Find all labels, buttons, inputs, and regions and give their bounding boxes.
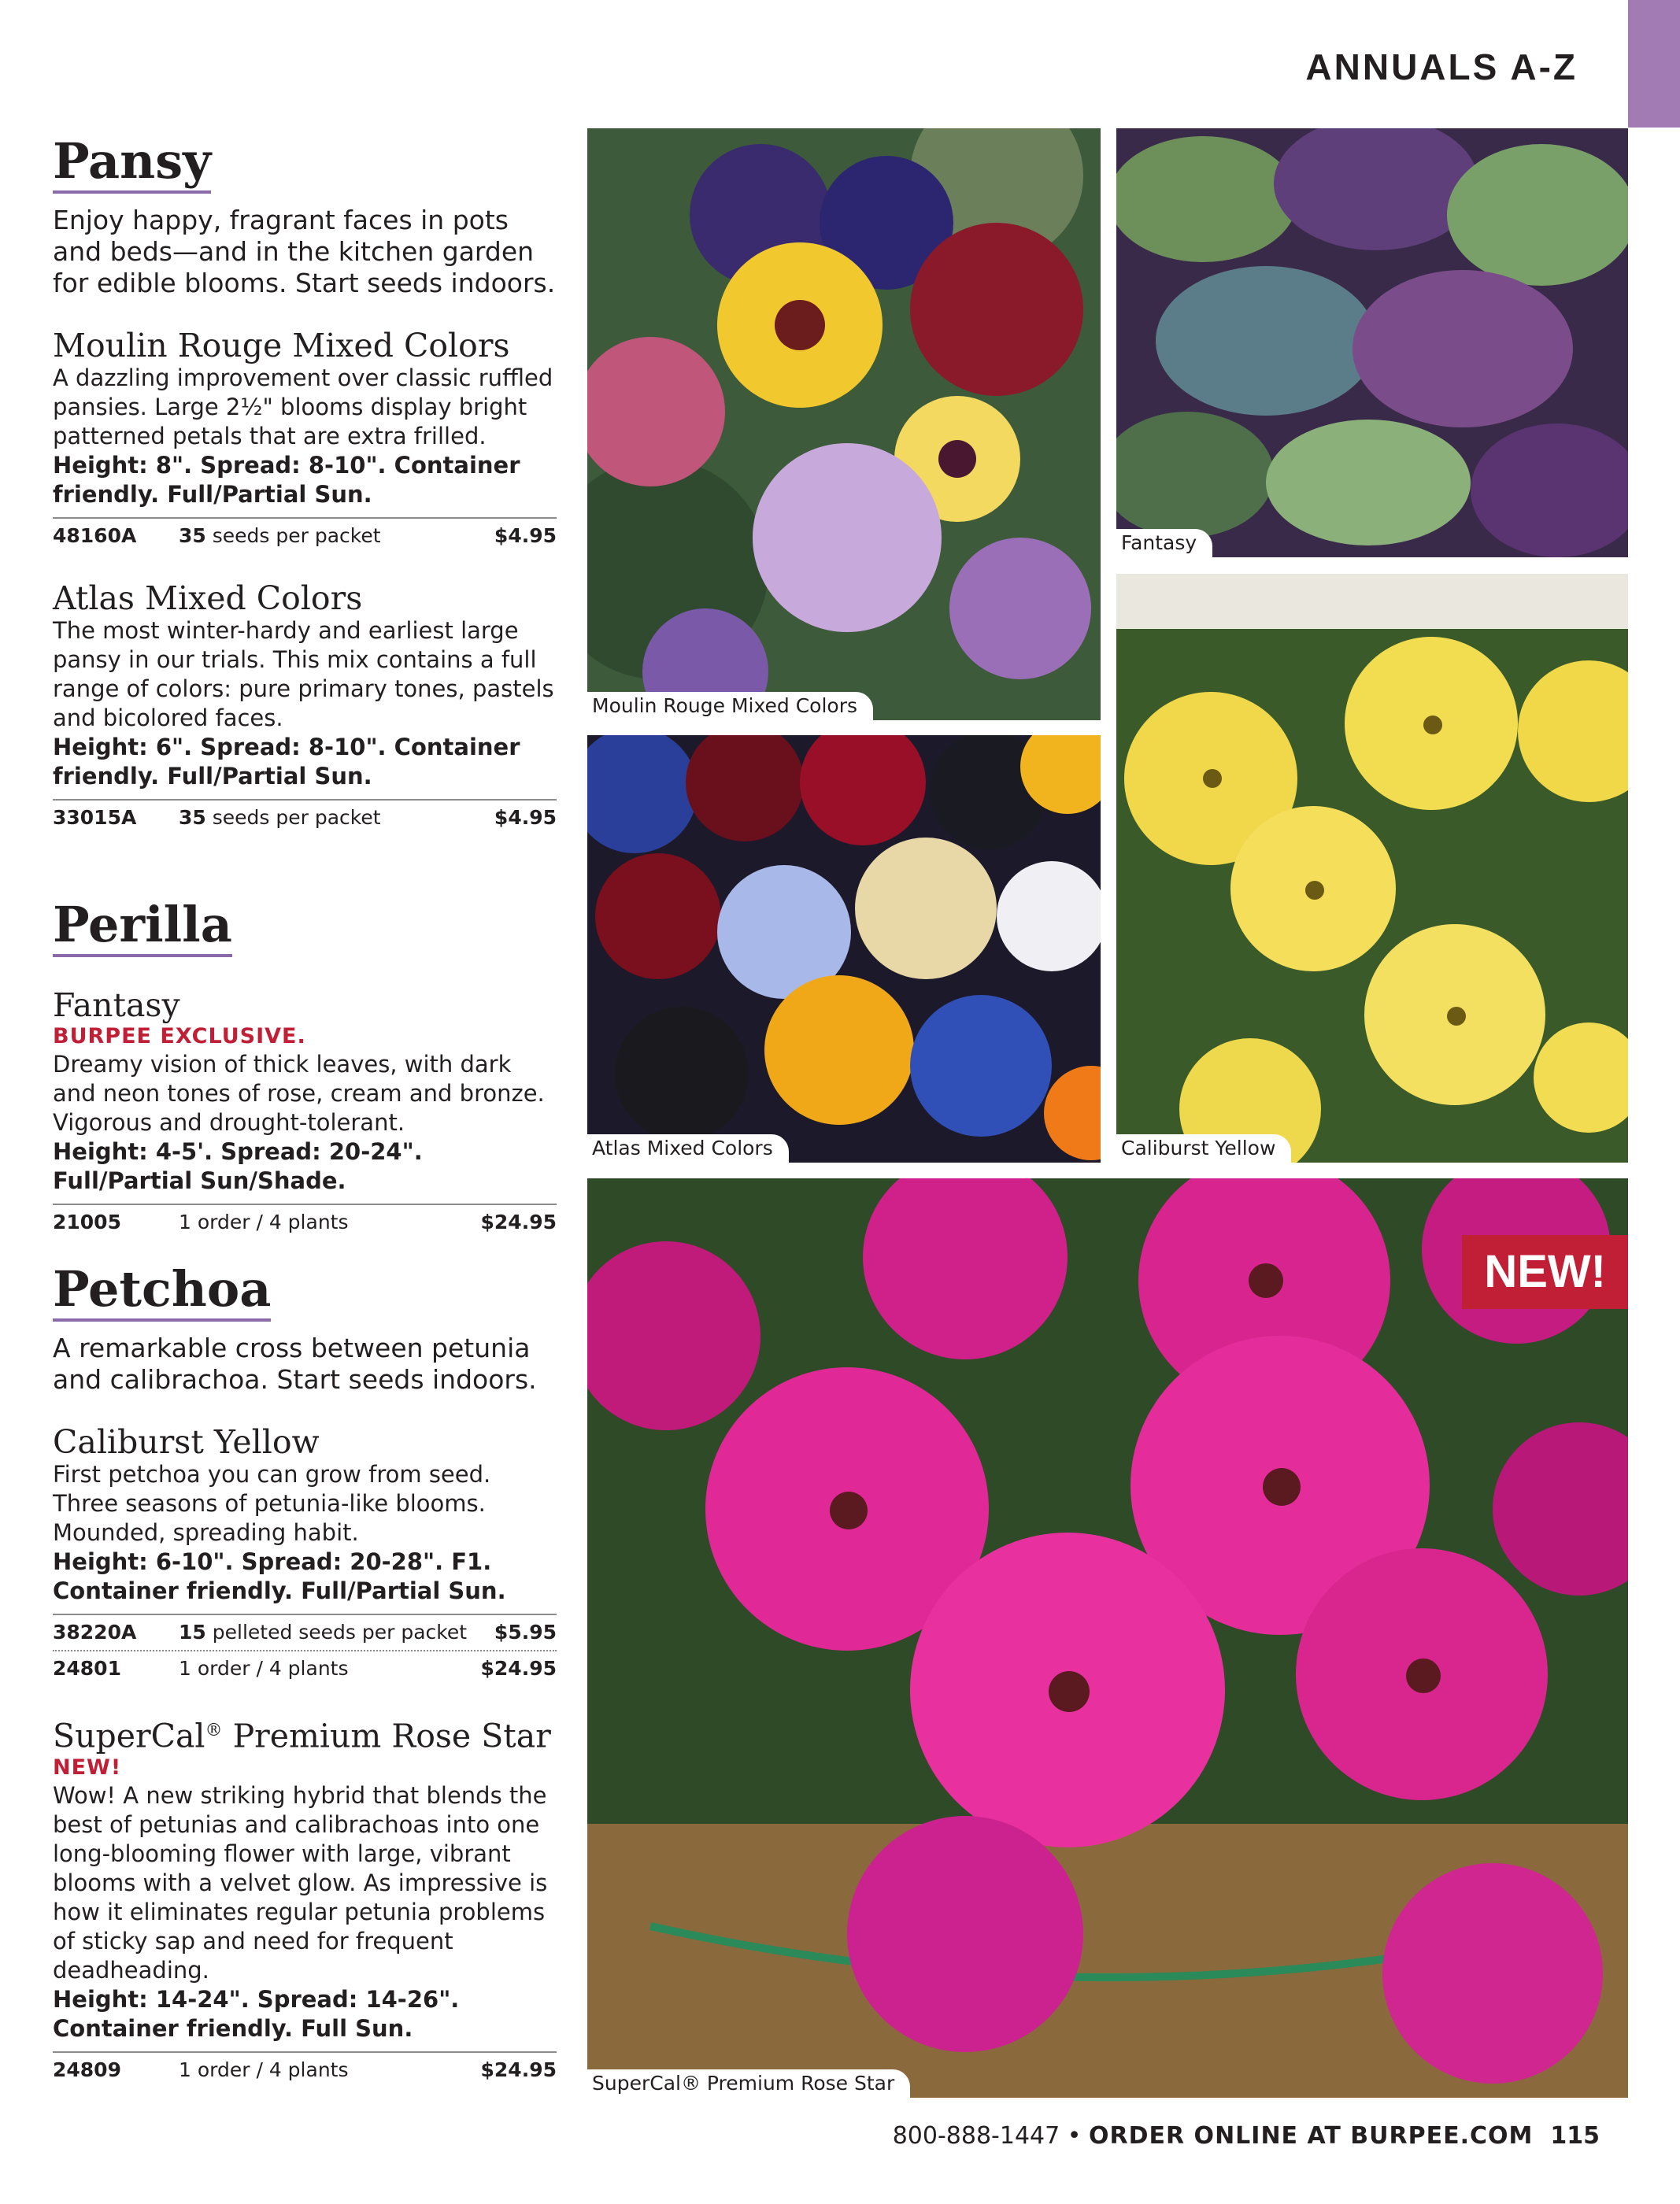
page-number: 115 (1550, 2122, 1600, 2150)
petunia-rose-image (587, 1178, 1628, 2098)
petchoa-yellow-image (1116, 574, 1628, 1163)
supercal-photo (587, 1178, 1628, 2098)
exclusive-tag: BURPEE EXCLUSIVE. (53, 1024, 306, 1048)
quantity: 35 seeds per packet (179, 524, 381, 547)
sku: 24801 (53, 1657, 121, 1680)
atlas-photo (587, 735, 1101, 1163)
order-online-link[interactable]: ORDER ONLINE AT BURPEE.COM (1089, 2122, 1534, 2150)
moulin-rouge-photo (587, 128, 1101, 720)
fantasy-specs: Height: 4-5'. Spread: 20-24". Full/Partial Sun/Shade. (53, 1138, 423, 1194)
fantasy-name: Fantasy (53, 986, 180, 1024)
atlas-desc: The most winter-hardy and earliest large pansy in our trials. This mix contains a full range of colors: pure primary tones, pastels and bicolored faces. (53, 617, 554, 731)
supercal-desc: Wow! A new striking hybrid that blends the best of petunias and calibrachoas into one long-blooming flower with large, vibrant blooms with a velvet glow. As impressive is how it eliminates regular petunia problems of sticky sap and need for frequent deadheading. (53, 1781, 548, 1984)
moulin-block (53, 327, 557, 553)
price: $24.95 (480, 2058, 557, 2081)
quantity: 1 order / 4 plants (179, 1657, 349, 1680)
price: $4.95 (494, 806, 557, 829)
atlas-caption: Atlas Mixed Colors (587, 1134, 789, 1163)
perilla-leaves-image (1116, 128, 1628, 557)
pansy-mix-image (587, 735, 1101, 1163)
fantasy-photo (1116, 128, 1628, 557)
fantasy-block (53, 987, 557, 1240)
pansy-intro: Enjoy happy, fragrant faces in pots and beds—and in the kitchen garden for edible blooms. Start seeds indoors. (53, 205, 556, 298)
price: $24.95 (480, 1657, 557, 1680)
atlas-name: Atlas Mixed Colors (53, 579, 363, 617)
fantasy-caption: Fantasy (1116, 529, 1212, 557)
sku: 24809 (53, 2058, 121, 2081)
quantity: 15 pelleted seeds per packet (179, 1621, 468, 1644)
fantasy-desc: Dreamy vision of thick leaves, with dark and neon tones of rose, cream and bronze. Vigorous and drought-tolerant. (53, 1051, 545, 1136)
petchoa-section (53, 1262, 557, 2088)
pansy-flowers-image (587, 128, 1101, 720)
atlas-specs: Height: 6". Spread: 8-10". Container friendly. Full/Partial Sun. (53, 734, 520, 790)
price-row (53, 1614, 557, 1650)
caliburst-photo (1116, 574, 1628, 1163)
petchoa-intro: A remarkable cross between petunia and calibrachoa. Start seeds indoors. (53, 1333, 537, 1395)
petchoa-title: Petchoa (53, 1262, 271, 1322)
moulin-desc: A dazzling improvement over classic ruffled pansies. Large 2½" blooms display bright patterned petals that are extra frilled. (53, 364, 553, 449)
price-row (53, 1204, 557, 1240)
phone-number: 800-888-1447 (892, 2122, 1060, 2150)
supercal-specs: Height: 14-24". Spread: 14-26". Container friendly. Full Sun. (53, 1985, 460, 2042)
perilla-section (53, 897, 557, 1240)
sku: 38220A (53, 1621, 137, 1644)
page-footer (893, 2121, 1600, 2151)
sku: 33015A (53, 806, 137, 829)
atlas-block (53, 580, 557, 835)
caliburst-name: Caliburst Yellow (53, 1423, 320, 1461)
perilla-title: Perilla (53, 897, 232, 957)
quantity: 35 seeds per packet (179, 806, 381, 829)
price: $5.95 (494, 1621, 557, 1644)
price-row (53, 799, 557, 835)
moulin-caption: Moulin Rouge Mixed Colors (587, 692, 873, 720)
price-row (53, 2051, 557, 2088)
price: $24.95 (480, 1211, 557, 1233)
caliburst-specs: Height: 6-10". Spread: 20-28". F1. Container friendly. Full/Partial Sun. (53, 1548, 506, 1604)
supercal-name: SuperCal® Premium Rose Star (53, 1717, 551, 1755)
price: $4.95 (494, 524, 557, 547)
quantity: 1 order / 4 plants (179, 2058, 349, 2081)
pansy-title: Pansy (53, 134, 211, 194)
supercal-block (53, 1713, 557, 2088)
caliburst-block (53, 1424, 557, 1686)
pansy-section (53, 134, 557, 835)
footer-separator: • (1060, 2122, 1090, 2150)
caliburst-caption: Caliburst Yellow (1116, 1134, 1291, 1163)
price-row (53, 1650, 557, 1686)
supercal-caption: SuperCal® Premium Rose Star (587, 2069, 910, 2098)
new-badge: NEW! (1462, 1235, 1628, 1309)
caliburst-desc: First petchoa you can grow from seed. Three seasons of petunia-like blooms. Mounded, spreading habit. (53, 1461, 491, 1546)
sku: 48160A (53, 524, 137, 547)
price-row (53, 517, 557, 553)
section-tab (1628, 0, 1680, 128)
moulin-specs: Height: 8". Spread: 8-10". Container friendly. Full/Partial Sun. (53, 452, 520, 508)
quantity: 1 order / 4 plants (179, 1211, 349, 1233)
moulin-name: Moulin Rouge Mixed Colors (53, 327, 510, 364)
new-tag: NEW! (53, 1755, 122, 1780)
sku: 21005 (53, 1211, 121, 1233)
section-header: ANNUALS A-Z (1305, 46, 1578, 87)
